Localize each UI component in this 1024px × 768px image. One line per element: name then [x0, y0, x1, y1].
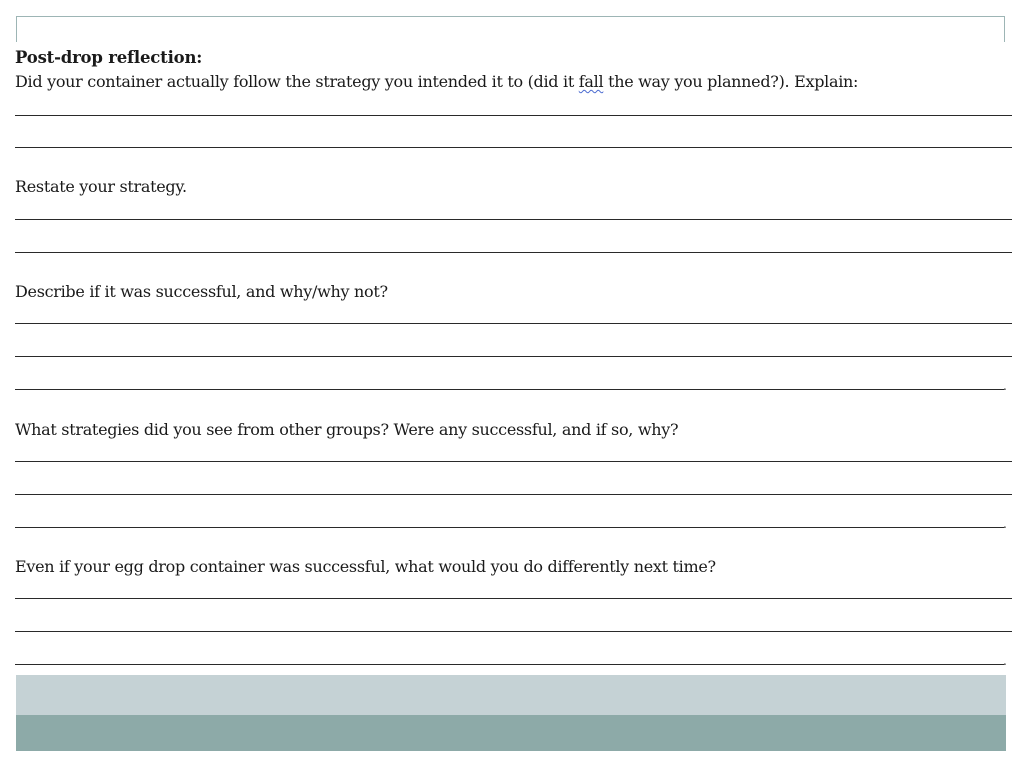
question-1-text-start: Did your container actually follow the strategy you intended it to (did it	[15, 72, 579, 91]
question-1-text-end: the way you planned?). Explain:	[603, 72, 859, 91]
answer-line[interactable]	[15, 631, 1012, 632]
answer-line[interactable]	[15, 494, 1012, 495]
answer-line[interactable]	[15, 389, 1004, 390]
end-mark: .	[1003, 654, 1007, 668]
question-1	[15, 72, 858, 91]
footer-band-light	[16, 675, 1006, 715]
answer-line[interactable]	[15, 598, 1012, 599]
question-3: Describe if it was successful, and why/why not?	[15, 282, 388, 301]
end-mark: .	[1003, 517, 1007, 531]
answer-line[interactable]	[15, 252, 1012, 253]
answer-line[interactable]	[15, 219, 1012, 220]
answer-line[interactable]	[15, 461, 1012, 462]
question-4: What strategies did you see from other groups? Were any successful, and if so, why?	[15, 420, 679, 439]
spellcheck-flagged-word[interactable]: fall	[578, 72, 604, 91]
question-2: Restate your strategy.	[15, 177, 187, 196]
answer-line[interactable]	[15, 147, 1012, 148]
end-mark: .	[1003, 379, 1007, 393]
question-5: Even if your egg drop container was successful, what would you do differently next time?	[15, 557, 716, 576]
answer-line[interactable]	[15, 664, 1004, 665]
footer-band-dark	[16, 715, 1006, 751]
answer-line[interactable]	[15, 356, 1012, 357]
answer-line[interactable]	[15, 323, 1012, 324]
answer-line[interactable]	[15, 115, 1012, 116]
top-frame	[16, 16, 1005, 42]
section-heading: Post-drop reflection:	[15, 48, 203, 67]
answer-line[interactable]	[15, 527, 1004, 528]
